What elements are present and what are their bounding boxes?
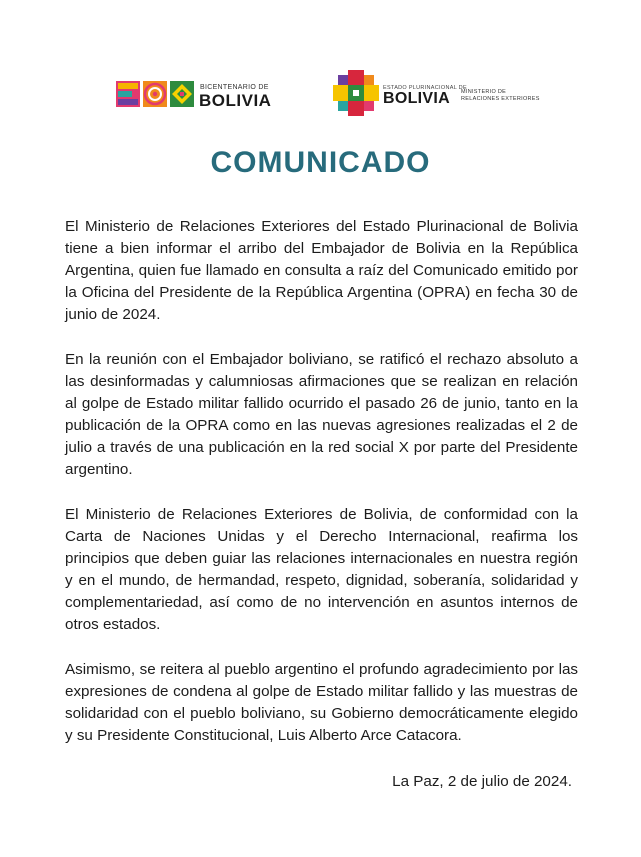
- document-title: COMUNICADO: [210, 146, 431, 179]
- letterhead: [0, 70, 641, 120]
- bicentenario-emblem-icon: [116, 81, 196, 107]
- bicentenario-logo: [116, 80, 286, 110]
- paragraph-3: El Ministerio de Relaciones Exteriores de Bolivia, de conformidad con la Carta de Naciones Unidas y el Derecho Internacional, reafirma los principios que deben guiar las relaciones internacionales en nuestra región y en el mundo, de hermandad, respeto, dignidad, soberanía, solidaridad y complementariedad, así como de no intervención en asuntos internos de otros estados.: [65, 506, 578, 633]
- paragraph-4: Asimismo, se reitera al pueblo argentino el profundo agradecimiento por las expresiones de condena al golpe de Estado militar fallido y las muestras de solidaridad con el pueblo boliviano, su Gobierno democráticamente elegido y su Presidente Constitucional, Luis Alberto Arce Catacora.: [65, 661, 578, 744]
- estado-small-text: ESTADO PLURINACIONAL DE: [383, 85, 467, 91]
- ministerio-line1: MINISTERIO DE: [461, 89, 507, 95]
- bicentenario-small-text: BICENTENARIO DE: [200, 84, 269, 91]
- communique-body: [65, 216, 578, 770]
- ministerio-line2: RELACIONES EXTERIORES: [461, 96, 540, 102]
- estado-big-text: BOLIVIA: [383, 90, 450, 107]
- bicentenario-big-text: BOLIVIA: [199, 91, 272, 110]
- place-date: La Paz, 2 de julio de 2024.: [392, 773, 572, 790]
- paragraph-2: En la reunión con el Embajador boliviano, se ratificó el rechazo absoluto a las desinformadas y calumniosas afirmaciones que se realizan en relación al golpe de Estado militar fallido ocurrido el pasado 26 de junio, tanto en la publicación de la OPRA como en las nuevas agresiones realizadas el 2 de julio a través de una publicación en la red social X por parte del Presidente argentino.: [65, 351, 578, 478]
- paragraph-1: El Ministerio de Relaciones Exteriores del Estado Plurinacional de Bolivia tiene a bien informar el arribo del Embajador de Bolivia en la República Argentina, quien fue llamado en consulta a raíz del Comunicado emitido por la Oficina del Presidente de la República Argentina (OPRA) en fecha 30 de junio de 2024.: [65, 218, 578, 323]
- ministerio-logo: [333, 70, 563, 118]
- chakana-emblem-icon: [333, 70, 379, 116]
